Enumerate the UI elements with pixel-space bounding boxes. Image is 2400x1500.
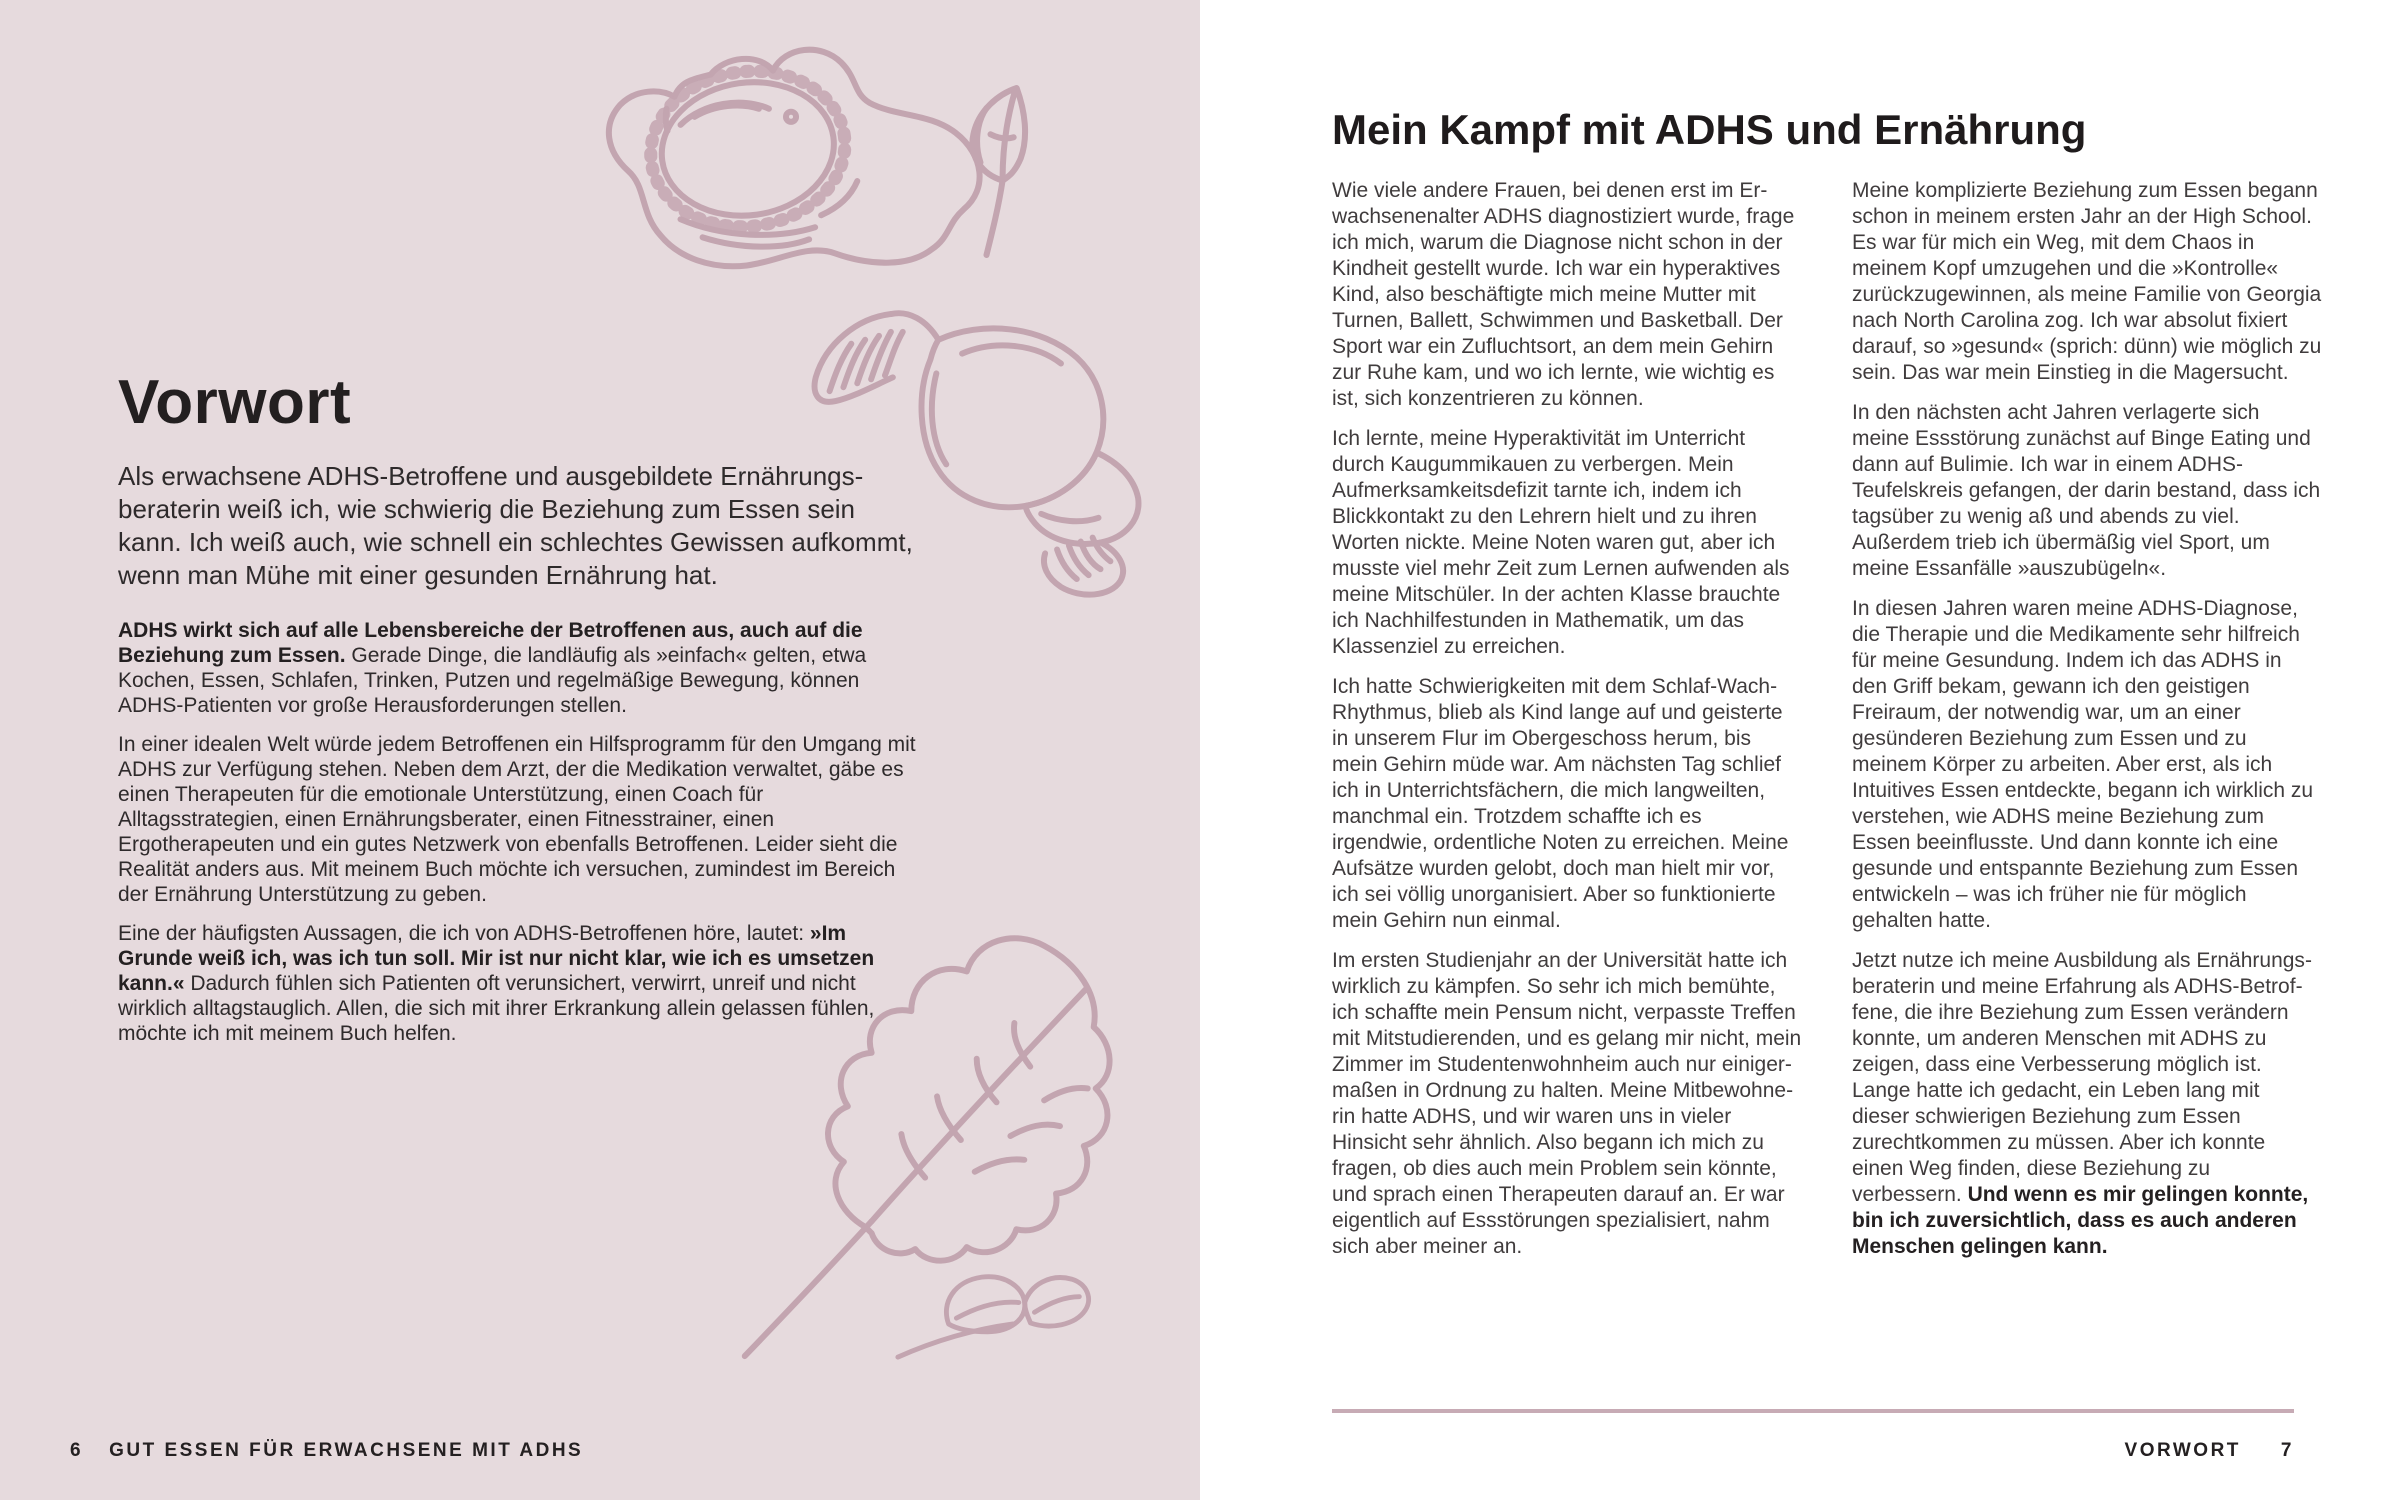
two-column-text (1332, 178, 2322, 1274)
body-paragraph: In den nächsten acht Jahren verlagerte sich meine Essstörung zunächst auf Binge Eating und dann auf Bulimie. Ich war in einem ADHS-Teufelskreis gefangen, der darin bestand, dass ich tagsüber zu wenig aß und abends zu viel. Außerdem trieb ich übermäßig viel Sport, um meine Essanfälle »auszubügeln«. (1852, 401, 2321, 580)
preface-paragraph: ADHS wirkt sich auf alle Lebensbereiche der Betroffenen aus, auch auf die Beziehung zum Essen. Gerade Dinge, die landläufig als »einfach« gelten, etwa Kochen, Essen, Schlafen, Trinken, Putzen und regelmäßige Bewegung, können ADHS-Patienten vor große Herausforderungen stellen. (118, 619, 867, 717)
body-paragraph: Ich lernte, meine Hyperaktivität im Unterricht durch Kaugummikauen zu verbergen. Mein Aufmerksamkeitsdefizit tarnte ich, indem ich Blickkontakt zu den Lehrern hielt und zu ihren Worten nickte. Meine Noten waren gut, aber ich musste viel mehr Zeit zum Lernen aufwenden als meine Mitschüler. In der achten Klasse brauchte ich Nachhilfestunden in Mathematik, um das Klassenziel zu erreichen. (1332, 427, 1790, 658)
left-page-number: 6 (70, 1440, 84, 1461)
body-paragraph: Im ersten Studienjahr an der Universität hatte ich wirklich zu kämpfen. So sehr ich mich bemühte, ich schaffte mein Pensum nicht, verpasste Treffen mit Mitstudierenden, und es gelang mir nicht, mein Zimmer im Studentenwohnheim auch nur einigermaßen in Ordnung zu halten. Meine Mitbewohnerin hatte ADHS, und wir waren uns in vieler Hinsicht sehr ähnlich. Also begann ich mich zu fragen, ob dies auch mein Problem sein könnte, und sprach einen Therapeuten darauf an. Er war eigentlich auf Essstörungen spezialisiert, nahm sich aber meiner an. (1332, 949, 1802, 1258)
footer-rule (1332, 1409, 2294, 1413)
preface-title: Vorwort (118, 368, 352, 437)
text-column-2 (1852, 178, 2322, 1274)
body-paragraph: In diesen Jahren waren meine ADHS-Diagnose, die Therapie und die Medikamente sehr hilfreich für meine Gesundung. Indem ich das ADHS in den Griff bekam, gewann ich den geistigen Freiraum, der notwendig war, um an einer gesünderen Beziehung zum Essen und zu meinem Körper zu arbeiten. Aber erst, als ich Intuitives Essen entdeckte, begann ich wirklich zu verstehen, wie ADHS meine Beziehung zum Essen beeinflusste. Und dann konnte ich eine gesunde und entspannte Beziehung zum Essen entwickeln – was ich früher nie für möglich gehalten hatte. (1852, 597, 2314, 932)
body-paragraph: Wie viele andere Frauen, bei denen erst im Erwachsenenalter ADHS diagnostiziert wurde, frage ich mich, warum die Diagnose nicht schon in der Kindheit gestellt wurde. Ich war ein hyperaktives Kind, also beschäftigte mich meine Mutter mit Turnen, Ballett, Schwimmen und Basketball. Der Sport war ein Zufluchtsort, an dem mein Gehirn zur Ruhe kam, und wo ich lernte, wie wichtig es ist, sich konzentrieren zu können. (1332, 179, 1795, 410)
preface-paragraph: Eine der häufigsten Aussagen, die ich von ADHS-Betroffenen höre, lautet: »Im Grunde weiß ich, was ich tun soll. Mir ist nur nicht klar, wie ich es umsetzen kann.« Dadurch fühlen sich Patienten oft verunsichert, verwirrt, unreif und nicht wirklich alltagstauglich. Allen, die sich mit ihrer Erkrankung allein gelassen fühlen, möchte ich mit meinem Buch helfen. (118, 922, 875, 1045)
text-column-1 (1332, 178, 1802, 1274)
body-paragraph: Jetzt nutze ich meine Ausbildung als Ernährungsberaterin und meine Erfahrung als ADHS-Betroffene, die ihre Beziehung zum Essen verändern konnte, um anderen Menschen mit ADHS zu zeigen, dass eine Verbesserung möglich ist. Lange hatte ich gedacht, ein Leben lang mit dieser schwierigen Beziehung zum Essen zurechtkommen zu müssen. Aber ich konnte einen Weg finden, diese Beziehung zu verbessern. Und wenn es mir gelingen konnte, bin ich zuversichtlich, dass es auch anderen Menschen gelingen kann. (1852, 949, 2312, 1258)
preface-paragraph: In einer idealen Welt würde jedem Betroffenen ein Hilfsprogramm für den Umgang mit ADHS zur Verfügung stehen. Neben dem Arzt, der die Medikation verwaltet, gäbe es einen Therapeuten für die emotionale Unterstützung, einen Coach für Alltagsstrategien, einen Ernährungsberater, einen Fitnesstrainer, einen Ergotherapeuten und ein gutes Netzwerk von ebenfalls Betroffenen. Leider sieht die Realität anders aus. Mit meinem Buch möchte ich versuchen, zumindest im Bereich der Ernährung Unterstützung zu geben. (118, 733, 916, 906)
chapter-title: Mein Kampf mit ADHS und Ernährung (1332, 106, 2087, 153)
right-page (1200, 0, 2400, 1500)
body-paragraph: Ich hatte Schwierigkeiten mit dem Schlaf-Wach-Rhythmus, blieb als Kind lange auf und geisterte in unserem Flur im Obergeschoss herum, bis mein Gehirn müde war. Am nächsten Tag schlief ich in Unterrichtsfächern, die mich langweilten, manchmal ein. Trotzdem schaffte ich es irgendwie, ordentliche Noten zu erreichen. Meine Aufsätze wurden gelobt, doch man hielt mir vor, ich sei völlig unorganisiert. Aber so funktionierte mein Gehirn nun einmal. (1332, 675, 1789, 932)
preface-content (118, 368, 918, 1060)
right-running-title: VORWORT (2124, 1440, 2241, 1461)
right-page-number: 7 (2280, 1440, 2294, 1461)
preface-lead-paragraph: Als erwachsene ADHS-Betroffene und ausgebildete Ernährungsberaterin weiß ich, wie schwierig die Beziehung zum Essen sein kann. Ich weiß auch, wie schnell ein schlechtes Gewissen aufkommt, wenn man Mühe mit einer gesunden Ernährung hat. (118, 461, 913, 590)
left-page-footer (70, 1440, 583, 1462)
left-running-title: GUT ESSEN FÜR ERWACHSENE MIT ADHS (109, 1440, 584, 1461)
herb-sprig-illustration (940, 82, 1036, 258)
chapter-content (1332, 104, 2322, 1258)
body-paragraph: Meine komplizierte Beziehung zum Essen begann schon in meinem ersten Jahr an der High School. Es war für mich ein Weg, mit dem Chaos in meinem Kopf umzugehen und die »Kontrolle« zurückzugewinnen, als meine Familie von Georgia nach North Carolina zog. Ich war absolut fixiert darauf, so »gesund« (sprich: dünn) wie möglich zu sein. Das war mein Einstieg in die Magersucht. (1852, 179, 2322, 384)
basil-sprig-illustration (892, 1242, 1092, 1364)
right-page-footer (2125, 1440, 2294, 1462)
